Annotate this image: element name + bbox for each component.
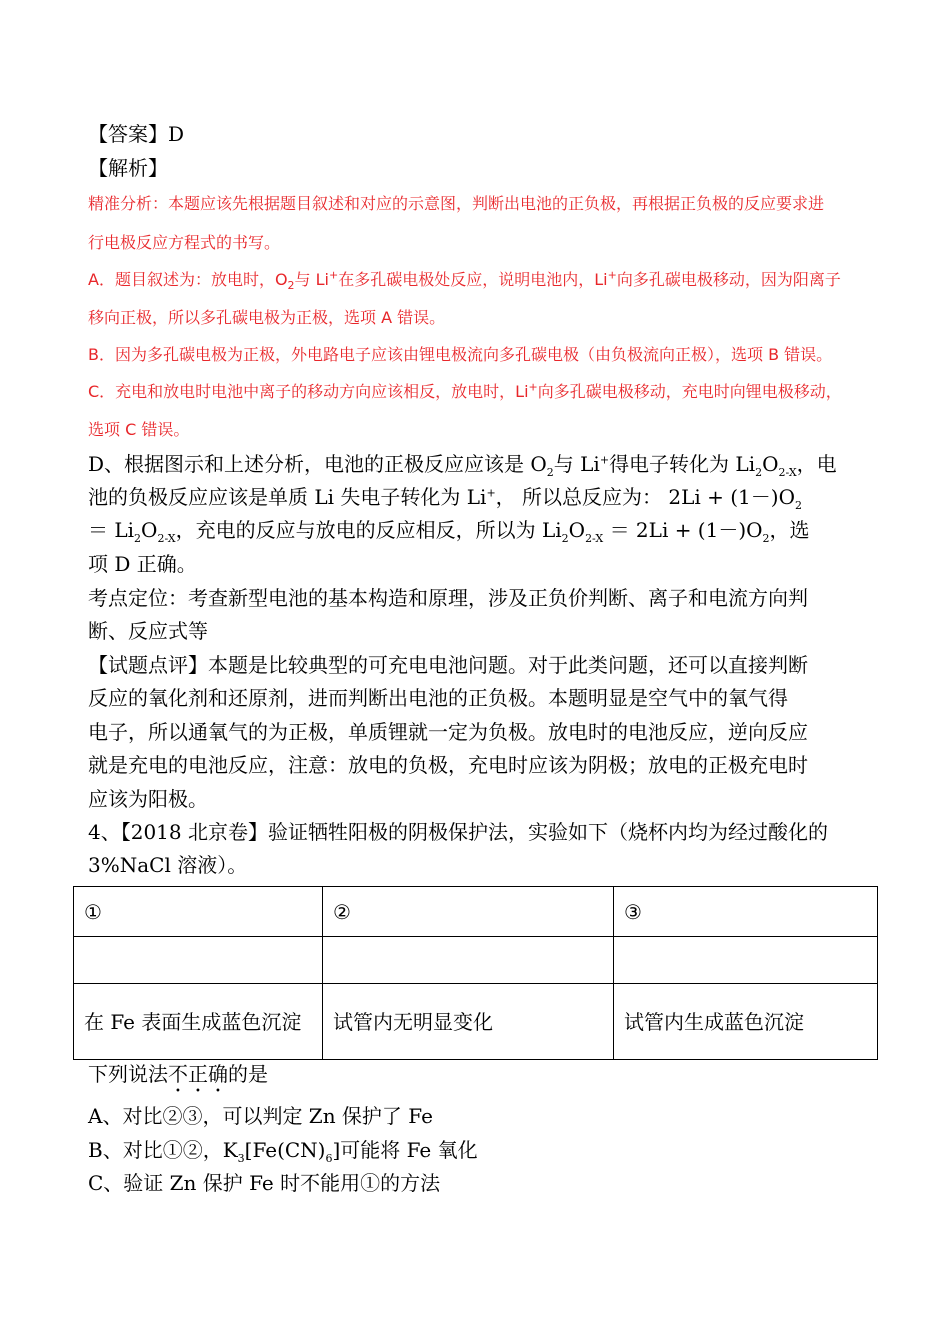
red-option-a-line-1: A．题目叙述为：放电时，$O_2$与 Li+在多孔碳电极处反应，说明电池内，Li+向多孔碳电极移动，因为阳离子 xyxy=(88,268,841,293)
option-a: A、对比②③，可以判定 Zn 保护了 Fe xyxy=(88,1104,433,1128)
table-empty-cell xyxy=(323,937,614,984)
review-line-3: 电子，所以通氧气的为正极，单质锂就一定为负极。放电时的电池反应，逆向反应 xyxy=(88,720,808,744)
review-line-1: 【试题点评】本题是比较典型的可充电电池问题。对于此类问题，还可以直接判断 xyxy=(88,653,808,677)
option-d-line-4: 项 D 正确。 xyxy=(88,552,197,576)
review-line-4: 就是充电的电池反应，注意：放电的负极，充电时应该为阴极；放电的正极充电时 xyxy=(88,753,808,777)
option-d-line-3: ＝ $Li_2O_{2-X}$，充电的反应与放电的反应相反，所以为 $Li_2O_{2-X} = 2Li + (1-)O_2$，选 xyxy=(88,518,810,545)
table-image-row xyxy=(74,937,878,984)
table-result-1: 在 Fe 表面生成蓝色沉淀 xyxy=(74,984,323,1060)
emphasized-text: 不正确 xyxy=(168,1062,228,1086)
table-empty-cell xyxy=(74,937,323,984)
question-line-1: 4、【2018 北京卷】验证牺牲阳极的阴极保护法，实验如下（烧杯内均为经过酸化的 xyxy=(88,820,828,844)
table-header-1: ① xyxy=(74,887,323,937)
table-result-row xyxy=(74,984,878,1060)
red-option-c-line-1: C．充电和放电时电池中离子的移动方向应该相反，放电时，Li+向多孔碳电极移动，充电时向锂电极移动， xyxy=(88,380,842,401)
review-line-5: 应该为阳极。 xyxy=(88,787,208,811)
red-analysis-line-2: 行电极反应方程式的书写。 xyxy=(88,233,281,252)
table-header-3: ③ xyxy=(614,887,878,937)
red-option-a-line-2: 移向正极，所以多孔碳电极为正极，选项 A 错误。 xyxy=(88,308,446,327)
review-line-2: 反应的氧化剂和还原剂，进而判断出电池的正负极。本题明显是空气中的氧气得 xyxy=(88,686,788,710)
table-result-2: 试管内无明显变化 xyxy=(323,984,614,1060)
kaodian-line-2: 断、反应式等 xyxy=(88,619,208,643)
question-line-2: 3%NaCl 溶液）。 xyxy=(88,853,248,877)
table-header-2: ② xyxy=(323,887,614,937)
stem-line: 下列说法不正确的是 xyxy=(88,1062,268,1086)
table-result-3: 试管内生成蓝色沉淀 xyxy=(614,984,878,1060)
red-analysis-line-1: 精准分析：本题应该先根据题目叙述和对应的示意图，判断出电池的正负极，再根据正负极的反应要求进 xyxy=(88,194,825,213)
option-d-line-2: 池的负极反应应该是单质 Li 失电子转化为 Li+， 所以总反应为： $2Li + (1-)O_2$ xyxy=(88,485,802,512)
table-header-row xyxy=(74,887,878,937)
analysis-heading: 【解析】 xyxy=(88,156,168,180)
option-c: C、验证 Zn 保护 Fe 时不能用①的方法 xyxy=(88,1171,441,1195)
table-empty-cell xyxy=(614,937,878,984)
kaodian-line-1: 考点定位：考查新型电池的基本构造和原理，涉及正负价判断、离子和电流方向判 xyxy=(88,586,808,610)
option-d-line-1: D、根据图示和上述分析，电池的正极反应应该是 $O_2$与 Li+得电子转化为 $Li_2O_{2-X}$，电 xyxy=(88,452,837,479)
red-option-c-line-2: 选项 C 错误。 xyxy=(88,420,190,439)
answer-line: 【答案】D xyxy=(88,122,185,146)
red-option-b-line: B．因为多孔碳电极为正极，外电路电子应该由锂电极流向多孔碳电极（由负极流向正极），选项 B 错误。 xyxy=(88,345,833,364)
option-b: B、对比①②，$K_3[Fe(CN)_6]$可能将 Fe 氧化 xyxy=(88,1138,478,1165)
experiment-table xyxy=(73,886,878,1060)
